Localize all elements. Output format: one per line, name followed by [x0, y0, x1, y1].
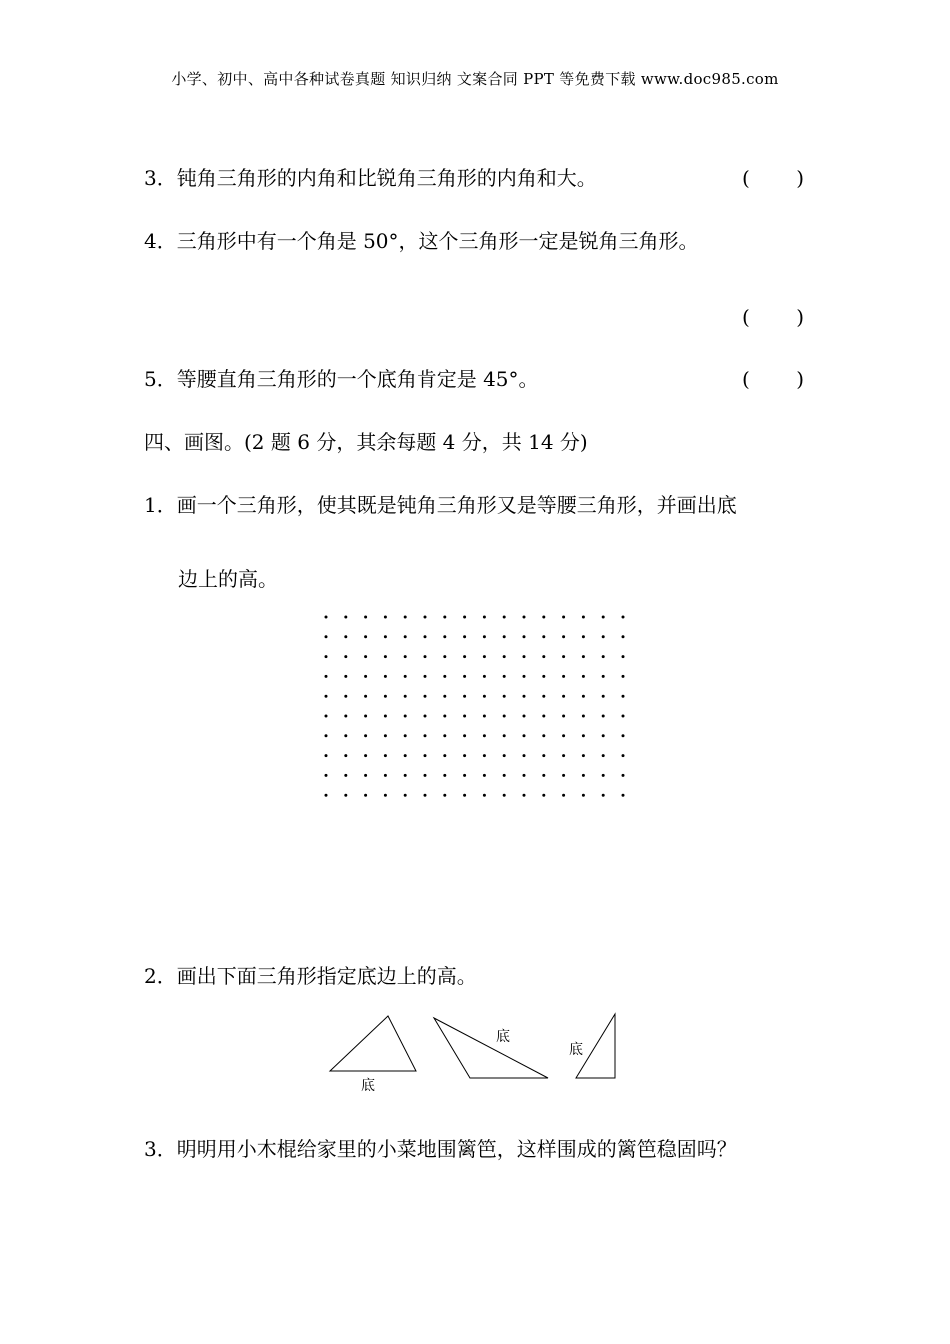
grid-dot: [463, 734, 466, 737]
grid-dot: [404, 635, 407, 638]
grid-dot: [443, 794, 446, 797]
grid-dot: [463, 715, 466, 718]
grid-dot: [384, 715, 387, 718]
answer-bracket-q4[interactable]: [742, 305, 804, 329]
grid-dot: [325, 774, 328, 777]
grid-dot: [364, 754, 367, 757]
grid-dot: [384, 774, 387, 777]
grid-dot: [503, 715, 506, 718]
grid-dot: [602, 754, 605, 757]
grid-dot: [364, 655, 367, 658]
grid-dot: [443, 675, 446, 678]
grid-dot: [384, 794, 387, 797]
grid-dot: [325, 754, 328, 757]
grid-dot: [364, 635, 367, 638]
grid-dot: [542, 734, 545, 737]
grid-dot: [443, 695, 446, 698]
judgement-q3: 3．钝角三角形的内角和比锐角三角形的内角和大。: [144, 166, 597, 190]
grid-dot: [325, 734, 328, 737]
grid-dot: [542, 616, 545, 619]
answer-bracket-q3[interactable]: [742, 166, 804, 190]
grid-dot: [344, 774, 347, 777]
grid-dot: [364, 715, 367, 718]
grid-dot: [542, 635, 545, 638]
grid-dot: [542, 774, 545, 777]
grid-dot: [602, 774, 605, 777]
grid-dot: [404, 675, 407, 678]
base-label-3: 底: [569, 1042, 583, 1058]
grid-dot: [582, 655, 585, 658]
grid-dot: [622, 794, 625, 797]
grid-dot: [542, 754, 545, 757]
grid-dot: [344, 715, 347, 718]
grid-dot: [483, 675, 486, 678]
grid-dot: [523, 794, 526, 797]
grid-dot: [344, 655, 347, 658]
base-label-1: 底: [361, 1078, 375, 1094]
grid-dot: [562, 715, 565, 718]
section-title-drawing: 四、画图。(2 题 6 分，其余每题 4 分，共 14 分): [144, 430, 588, 454]
grid-dot: [582, 675, 585, 678]
grid-dot: [503, 635, 506, 638]
grid-dot: [523, 635, 526, 638]
grid-dot: [463, 794, 466, 797]
grid-dot: [483, 794, 486, 797]
grid-dot: [424, 794, 427, 797]
grid-dot: [344, 616, 347, 619]
base-label-2: 底: [496, 1029, 510, 1045]
grid-dot: [602, 715, 605, 718]
grid-dot: [622, 734, 625, 737]
grid-dot: [582, 734, 585, 737]
grid-dot: [443, 734, 446, 737]
grid-dot: [602, 695, 605, 698]
grid-dot: [562, 695, 565, 698]
grid-dot: [562, 794, 565, 797]
grid-dot: [325, 715, 328, 718]
grid-dot: [384, 675, 387, 678]
grid-dot: [602, 635, 605, 638]
grid-dot: [483, 715, 486, 718]
grid-dot: [622, 695, 625, 698]
grid-dot: [523, 616, 526, 619]
grid-dot: [424, 675, 427, 678]
grid-dot: [443, 655, 446, 658]
grid-dot: [523, 774, 526, 777]
bracket-close: ): [796, 166, 804, 190]
grid-dot: [562, 754, 565, 757]
judgement-q4: 4．三角形中有一个角是 50°，这个三角形一定是锐角三角形。: [144, 229, 699, 253]
drawing-q2: 2．画出下面三角形指定底边上的高。: [144, 964, 477, 988]
grid-dot: [424, 754, 427, 757]
grid-dot: [424, 774, 427, 777]
grid-dot: [622, 616, 625, 619]
grid-dot: [562, 635, 565, 638]
grid-dot: [622, 754, 625, 757]
grid-dot: [542, 655, 545, 658]
grid-dot: [562, 616, 565, 619]
drawing-q1-line2: 边上的高。: [178, 567, 278, 591]
grid-dot: [443, 635, 446, 638]
grid-dot: [483, 774, 486, 777]
grid-dot: [503, 774, 506, 777]
grid-dot: [443, 774, 446, 777]
grid-dot: [463, 675, 466, 678]
grid-dot: [602, 734, 605, 737]
bracket-open: (: [742, 305, 750, 329]
grid-dot: [503, 754, 506, 757]
bracket-open: (: [742, 367, 750, 391]
page-header: 小学、初中、高中各种试卷真题 知识归纳 文案合同 PPT 等免费下载 www.doc985.com: [171, 70, 779, 88]
grid-dot: [483, 616, 486, 619]
grid-dot: [483, 695, 486, 698]
triangle-2[interactable]: [434, 1018, 548, 1078]
grid-dot: [364, 734, 367, 737]
grid-dot: [582, 695, 585, 698]
grid-dot: [404, 715, 407, 718]
grid-dot: [463, 774, 466, 777]
grid-dot: [582, 635, 585, 638]
grid-dot: [463, 635, 466, 638]
grid-dot: [424, 616, 427, 619]
grid-dot: [404, 734, 407, 737]
grid-dot: [325, 675, 328, 678]
triangle-1[interactable]: [330, 1016, 416, 1071]
judgement-q5: 5．等腰直角三角形的一个底角肯定是 45°。: [144, 367, 539, 391]
dot-grid[interactable]: [318, 610, 638, 805]
grid-dot: [602, 675, 605, 678]
grid-dot: [523, 695, 526, 698]
grid-dot: [424, 695, 427, 698]
grid-dot: [483, 734, 486, 737]
grid-dot: [404, 754, 407, 757]
grid-dot: [503, 616, 506, 619]
grid-dot: [542, 715, 545, 718]
grid-dot: [384, 695, 387, 698]
grid-dot: [364, 695, 367, 698]
grid-dot: [364, 794, 367, 797]
grid-dot: [424, 715, 427, 718]
grid-dot: [523, 734, 526, 737]
grid-dot: [602, 616, 605, 619]
grid-dot: [622, 675, 625, 678]
grid-dot: [443, 754, 446, 757]
grid-dot: [443, 616, 446, 619]
grid-dot: [463, 655, 466, 658]
grid-dot: [483, 655, 486, 658]
dot-grid-dots: [325, 616, 625, 797]
grid-dot: [602, 655, 605, 658]
grid-dot: [364, 616, 367, 619]
grid-dot: [523, 754, 526, 757]
grid-dot: [602, 794, 605, 797]
drawing-q1-line1: 1．画一个三角形，使其既是钝角三角形又是等腰三角形，并画出底: [144, 493, 737, 517]
grid-dot: [562, 675, 565, 678]
grid-dot: [384, 635, 387, 638]
grid-dot: [483, 754, 486, 757]
grid-dot: [542, 695, 545, 698]
grid-dot: [325, 794, 328, 797]
grid-dot: [325, 616, 328, 619]
grid-dot: [404, 616, 407, 619]
grid-dot: [622, 774, 625, 777]
grid-dot: [364, 675, 367, 678]
grid-dot: [404, 655, 407, 658]
grid-dot: [523, 715, 526, 718]
grid-dot: [404, 794, 407, 797]
grid-dot: [542, 794, 545, 797]
grid-dot: [523, 655, 526, 658]
grid-dot: [384, 655, 387, 658]
drawing-q3: 3．明明用小木棍给家里的小菜地围篱笆，这样围成的篱笆稳固吗？: [144, 1137, 737, 1161]
grid-dot: [582, 794, 585, 797]
grid-dot: [622, 635, 625, 638]
grid-dot: [503, 734, 506, 737]
grid-dot: [483, 635, 486, 638]
grid-dot: [424, 655, 427, 658]
grid-dot: [562, 655, 565, 658]
grid-dot: [384, 734, 387, 737]
grid-dot: [542, 675, 545, 678]
grid-dot: [463, 754, 466, 757]
grid-dot: [562, 774, 565, 777]
grid-dot: [463, 695, 466, 698]
grid-dot: [523, 675, 526, 678]
grid-dot: [384, 754, 387, 757]
grid-dot: [325, 635, 328, 638]
grid-dot: [344, 734, 347, 737]
grid-dot: [325, 655, 328, 658]
bracket-open: (: [742, 166, 750, 190]
triangles-figure: [318, 1008, 628, 1098]
grid-dot: [325, 695, 328, 698]
bracket-close: ): [796, 367, 804, 391]
grid-dot: [622, 715, 625, 718]
grid-dot: [364, 774, 367, 777]
grid-dot: [622, 655, 625, 658]
grid-dot: [443, 715, 446, 718]
grid-dot: [582, 616, 585, 619]
grid-dot: [562, 734, 565, 737]
grid-dot: [344, 675, 347, 678]
bracket-close: ): [796, 305, 804, 329]
grid-dot: [582, 715, 585, 718]
grid-dot: [344, 695, 347, 698]
grid-dot: [582, 754, 585, 757]
grid-dot: [344, 794, 347, 797]
grid-dot: [503, 695, 506, 698]
grid-dot: [503, 655, 506, 658]
grid-dot: [582, 774, 585, 777]
grid-dot: [503, 794, 506, 797]
grid-dot: [503, 675, 506, 678]
grid-dot: [424, 635, 427, 638]
grid-dot: [384, 616, 387, 619]
grid-dot: [424, 734, 427, 737]
grid-dot: [344, 754, 347, 757]
grid-dot: [463, 616, 466, 619]
grid-dot: [344, 635, 347, 638]
answer-bracket-q5[interactable]: [742, 367, 804, 391]
grid-dot: [404, 774, 407, 777]
grid-dot: [404, 695, 407, 698]
